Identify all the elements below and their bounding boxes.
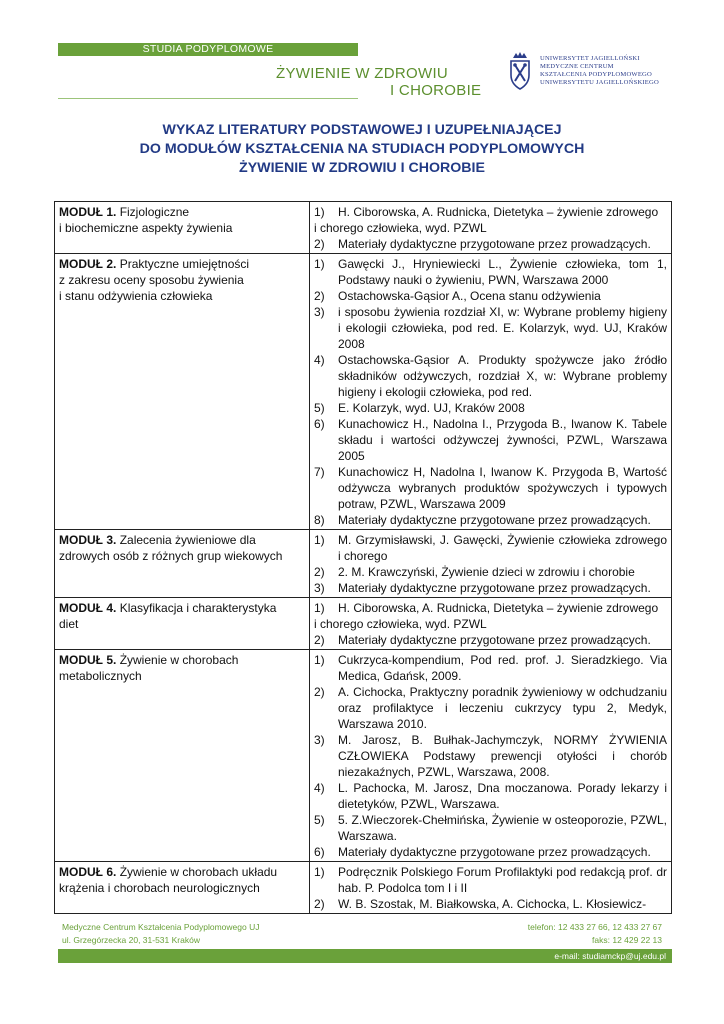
footer-bar [58,949,672,963]
list-item [314,600,667,632]
item-text: Gawęcki J., Hryniewiecki L., Żywienie człowieka, tom 1, Podstawy nauki o żywieniu, PWN, Warszawa 2000 [338,257,667,287]
references-cell [310,650,672,862]
item-text: M. Grzymisławski, J. Gawęcki, Żywienie człowieka zdrowego i chorego [338,533,667,563]
item-text: Kunachowicz H., Nadolna I., Przygoda B., Iwanow K. Tabele składu i wartości odżywczej żywności, PZWL, Warszawa 2005 [338,417,667,463]
references-cell [310,862,672,914]
item-text: Kunachowicz H, Nadolna I, Iwanow K. Przygoda B, Wartość odżywcza wybranych produktów spożywczych i typowych potraw, PZWL, Warszawa 2009 [338,465,667,511]
module-cell [55,650,310,862]
item-text: Ostachowska-Gąsior A., Ocena stanu odżywienia [338,289,601,303]
module-label: MODUŁ 5. [59,653,117,667]
program-title-line2: I CHOROBIE [390,82,482,99]
list-item [314,564,667,580]
university-crest-icon [508,50,532,92]
module-name: Praktyczne umiejętności [119,257,250,271]
item-number: 5) [314,401,325,415]
footer-phone: telefon: 12 433 27 66, 12 433 27 67 [527,922,662,932]
item-number: 1) [314,653,325,667]
list-item [314,204,667,236]
item-number: 2) [314,633,325,647]
module-name: Żywienie w chorobach układu [119,865,278,879]
institution-line: KSZTAŁCENIA PODYPLOMOWEGO [540,71,652,78]
institution-line: MEDYCZNE CENTRUM [540,63,614,70]
module-cell [55,862,310,914]
module-name: metabolicznych [59,669,142,683]
item-text: L. Pachocka, M. Jarosz, Dna moczanowa. Porady lekarzy i dietetyków, PZWL, Warszawa. [338,781,667,811]
footer-email: e-mail: studiamckp@uj.edu.pl [554,951,666,961]
item-number: 1) [314,257,325,271]
item-text: Materiały dydaktyczne przygotowane przez prowadzących. [338,845,651,859]
table-row [55,254,672,530]
list-item [314,896,667,912]
list-item [314,416,667,464]
references-cell [310,598,672,650]
item-text-continued: i chorego człowieka, wyd. PZWL [314,617,487,631]
module-cell [55,598,310,650]
list-item [314,288,667,304]
item-text: Materiały dydaktyczne przygotowane przez prowadzących. [338,633,651,647]
module-name: krążenia i chorobach neurologicznych [59,881,260,895]
module-name: z zakresu oceny sposobu żywienia [59,273,244,287]
header-divider [58,98,358,99]
module-name: Zalecenia żywieniowe dla [119,533,256,547]
item-number: 1) [314,533,325,547]
document-title-line: ŻYWIENIE W ZDROWIU I CHOROBIE [239,160,485,176]
document-title-line: WYKAZ LITERATURY PODSTAWOWEJ I UZUPEŁNIAJĄCEJ [162,122,562,138]
program-banner-text: STUDIA PODYPLOMOWE [142,43,274,55]
module-name: Żywienie w chorobach [119,653,239,667]
institution-line: UNIWERSYTET JAGIELLOŃSKI [540,55,640,62]
list-item [314,844,667,860]
list-item [314,864,667,896]
module-name: zdrowych osób z różnych grup wiekowych [59,549,283,563]
item-text: H. Ciborowska, A. Rudnicka, Dietetyka – żywienie zdrowego [338,601,659,615]
program-title-line1: ŻYWIENIE W ZDROWIU [276,65,449,82]
footer-org: Medyczne Centrum Kształcenia Podyplomowego UJ [62,922,260,932]
item-text: E. Kolarzyk, wyd. UJ, Kraków 2008 [338,401,525,415]
module-cell [55,202,310,254]
program-banner [58,43,358,56]
item-number: 4) [314,781,325,795]
module-cell [55,254,310,530]
table-row [55,862,672,914]
list-item [314,580,667,596]
item-number: 1) [314,865,325,879]
item-number: 2) [314,685,325,699]
list-item [314,352,667,400]
module-name: diet [59,617,79,631]
list-item [314,400,667,416]
item-number: 1) [314,601,325,615]
list-item [314,464,667,512]
list-item [314,812,667,844]
list-item [314,304,667,352]
list-item [314,652,667,684]
list-item [314,780,667,812]
references-cell [310,530,672,598]
table-row [55,530,672,598]
item-text: Cukrzyca-kompendium, Pod red. prof. J. Sieradzkiego. Via Medica, Gdańsk, 2009. [338,653,667,683]
list-item [314,684,667,732]
module-label: MODUŁ 2. [59,257,117,271]
module-label: MODUŁ 4. [59,601,117,615]
item-number: 6) [314,417,325,431]
item-number: 2) [314,565,325,579]
item-number: 3) [314,733,325,747]
module-name: Fizjologiczne [119,205,190,219]
module-name: i biochemiczne aspekty żywienia [59,221,233,235]
item-number: 3) [314,305,325,319]
item-number: 7) [314,465,325,479]
item-text: W. B. Szostak, M. Białkowska, A. Cichocka, L. Kłosiewicz- [338,897,647,911]
item-text: i sposobu żywienia rozdział XI, w: Wybrane problemy higieny i ekologii człowieka, pod red. E. Kolarzyk, wyd. UJ, Kraków 2008 [338,305,667,351]
item-number: 4) [314,353,325,367]
references-cell [310,254,672,530]
table-row [55,202,672,254]
item-number: 5) [314,813,325,827]
table-row [55,650,672,862]
item-number: 1) [314,205,325,219]
list-item [314,532,667,564]
item-text: A. Cichocka, Praktyczny poradnik żywieniowy w odchudzaniu oraz profilaktyce i leczeniu cukrzycy typu 2, Medyk, Warszawa 2010. [338,685,667,731]
list-item [314,256,667,288]
footer-address: ul. Grzegórzecka 20, 31-531 Kraków [62,935,200,945]
module-label: MODUŁ 6. [59,865,117,879]
item-text: 5. Z.Wieczorek-Chełmińska, Żywienie w osteoporozie, PZWL, Warszawa. [338,813,667,843]
module-label: MODUŁ 3. [59,533,117,547]
item-text: 2. M. Krawczyński, Żywienie dzieci w zdrowiu i chorobie [338,565,635,579]
table-row [55,598,672,650]
references-cell [310,202,672,254]
literature-table [54,201,672,914]
document-title [0,121,724,178]
list-item [314,732,667,780]
module-name: i stanu odżywienia człowieka [59,289,213,303]
footer-fax: faks: 12 429 22 13 [592,935,662,945]
item-text: Materiały dydaktyczne przygotowane przez prowadzących. [338,513,651,527]
list-item [314,236,667,252]
item-text: Ostachowska-Gąsior A. Produkty spożywcze jako źródło składników odżywczych, rozdział X, w: Wybrane problemy higieny i ekologii człowieka, pod red. [338,353,667,399]
item-number: 2) [314,897,325,911]
document-title-line: DO MODUŁÓW KSZTAŁCENIA NA STUDIACH PODYPLOMOWYCH [139,141,585,157]
item-number: 8) [314,513,325,527]
module-name: Klasyfikacja i charakterystyka [119,601,277,615]
item-text: Materiały dydaktyczne przygotowane przez prowadzących. [338,237,651,251]
item-text: H. Ciborowska, A. Rudnicka, Dietetyka – żywienie zdrowego [338,205,659,219]
item-text-continued: i chorego człowieka, wyd. PZWL [314,221,487,235]
item-number: 6) [314,845,325,859]
item-text: Podręcznik Polskiego Forum Profilaktyki pod redakcją prof. dr hab. P. Podolca tom I i II [338,865,667,895]
module-label: MODUŁ 1. [59,205,117,219]
item-text: M. Jarosz, B. Bułhak-Jachymczyk, NORMY ŻYWIENIA CZŁOWIEKA Podstawy prewencji otyłości i chorób niezakaźnych, PZWL, Warszawa, 2008. [338,733,667,779]
list-item [314,512,667,528]
list-item [314,632,667,648]
item-text: Materiały dydaktyczne przygotowane przez prowadzących. [338,581,651,595]
institution-line: UNIWERSYTETU JAGIELLOŃSKIEGO [540,79,659,86]
item-number: 2) [314,237,325,251]
item-number: 2) [314,289,325,303]
module-cell [55,530,310,598]
institution-name [540,55,659,87]
item-number: 3) [314,581,325,595]
